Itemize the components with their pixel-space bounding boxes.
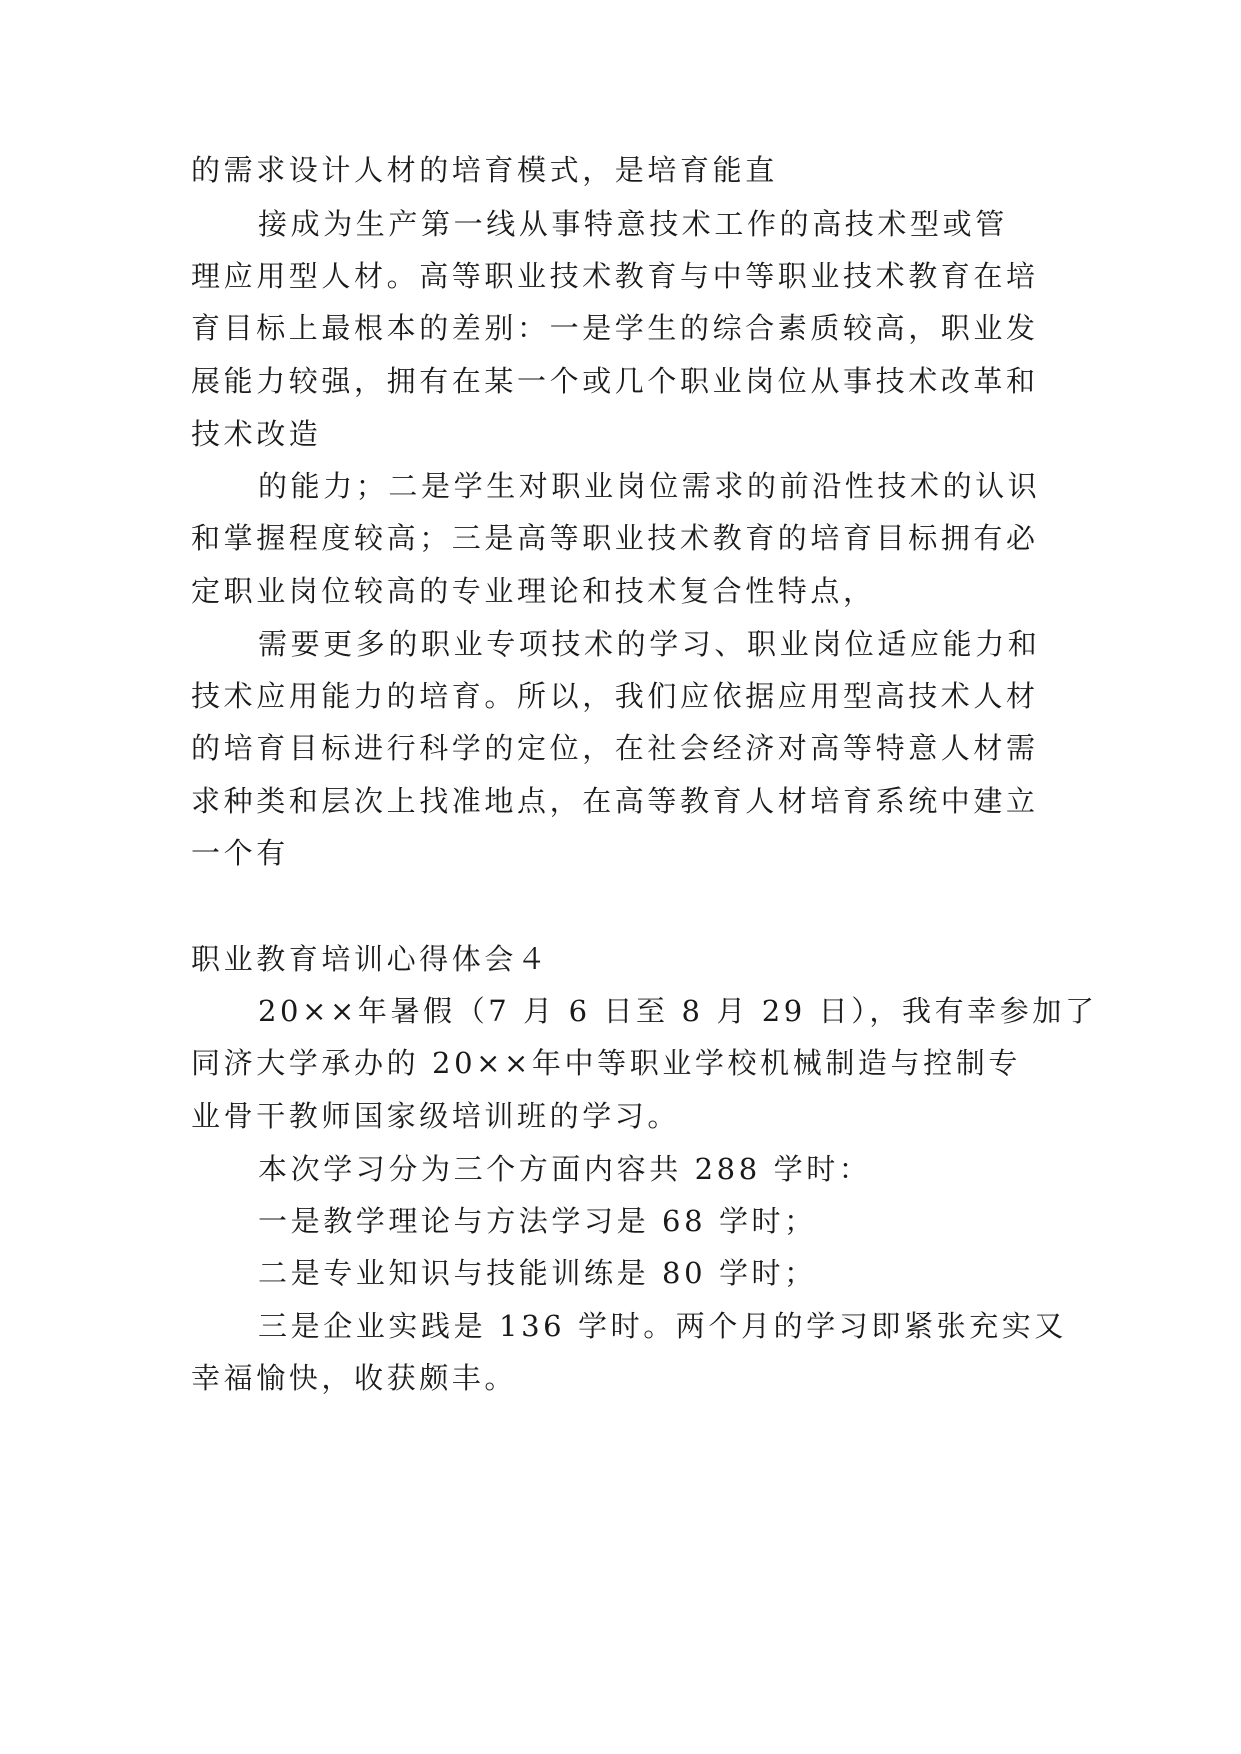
text-line: 定职业岗位较高的专业理论和技术复合性特点， (191, 574, 876, 608)
text-line: 理应用型人材。高等职业技术教育与中等职业技术教育在培 (191, 259, 1039, 293)
paragraph-start: 接成为生产第一线从事特意技术工作的高技术型或管 (258, 207, 1008, 241)
paragraph-start: 需要更多的职业专项技术的学习、职业岗位适应能力和 (258, 627, 1041, 661)
paragraph-start: 三是企业实践是 136 学时。两个月的学习即紧张充实又 (258, 1309, 1067, 1343)
paragraph-start: 的能力；二是学生对职业岗位需求的前沿性技术的认识 (258, 469, 1041, 503)
text-line: 展能力较强，拥有在某一个或几个职业岗位从事技术改革和 (191, 364, 1039, 398)
text-line: 幸福愉快，收获颇丰。 (191, 1361, 518, 1395)
text-line: 求种类和层次上找准地点，在高等教育人材培育系统中建立 (191, 784, 1039, 818)
text-line: 技术应用能力的培育。所以，我们应依据应用型高技术人材 (191, 679, 1039, 713)
text-line: 育目标上最根本的差别：一是学生的综合素质较高，职业发 (191, 311, 1039, 345)
text-line: 的需求设计人材的培育模式，是培育能直 (191, 153, 778, 187)
paragraph-start: 20××年暑假（7 月 6 日至 8 月 29 日），我有幸参加了 (258, 994, 1098, 1028)
text-line: 技术改造 (191, 417, 322, 451)
section-heading: 职业教育培训心得体会４ (191, 942, 550, 976)
text-line: 一个有 (191, 836, 289, 870)
paragraph-start: 一是教学理论与方法学习是 68 学时； (258, 1204, 817, 1238)
paragraph-start: 本次学习分为三个方面内容共 288 学时： (258, 1152, 872, 1186)
text-line: 同济大学承办的 20××年中等职业学校机械制造与控制专 (191, 1046, 1021, 1080)
text-line: 的培育目标进行科学的定位，在社会经济对高等特意人材需 (191, 731, 1039, 765)
text-line: 和掌握程度较高；三是高等职业技术教育的培育目标拥有必 (191, 521, 1039, 555)
paragraph-start: 二是专业知识与技能训练是 80 学时； (258, 1256, 817, 1290)
text-line: 业骨干教师国家级培训班的学习。 (191, 1099, 681, 1133)
